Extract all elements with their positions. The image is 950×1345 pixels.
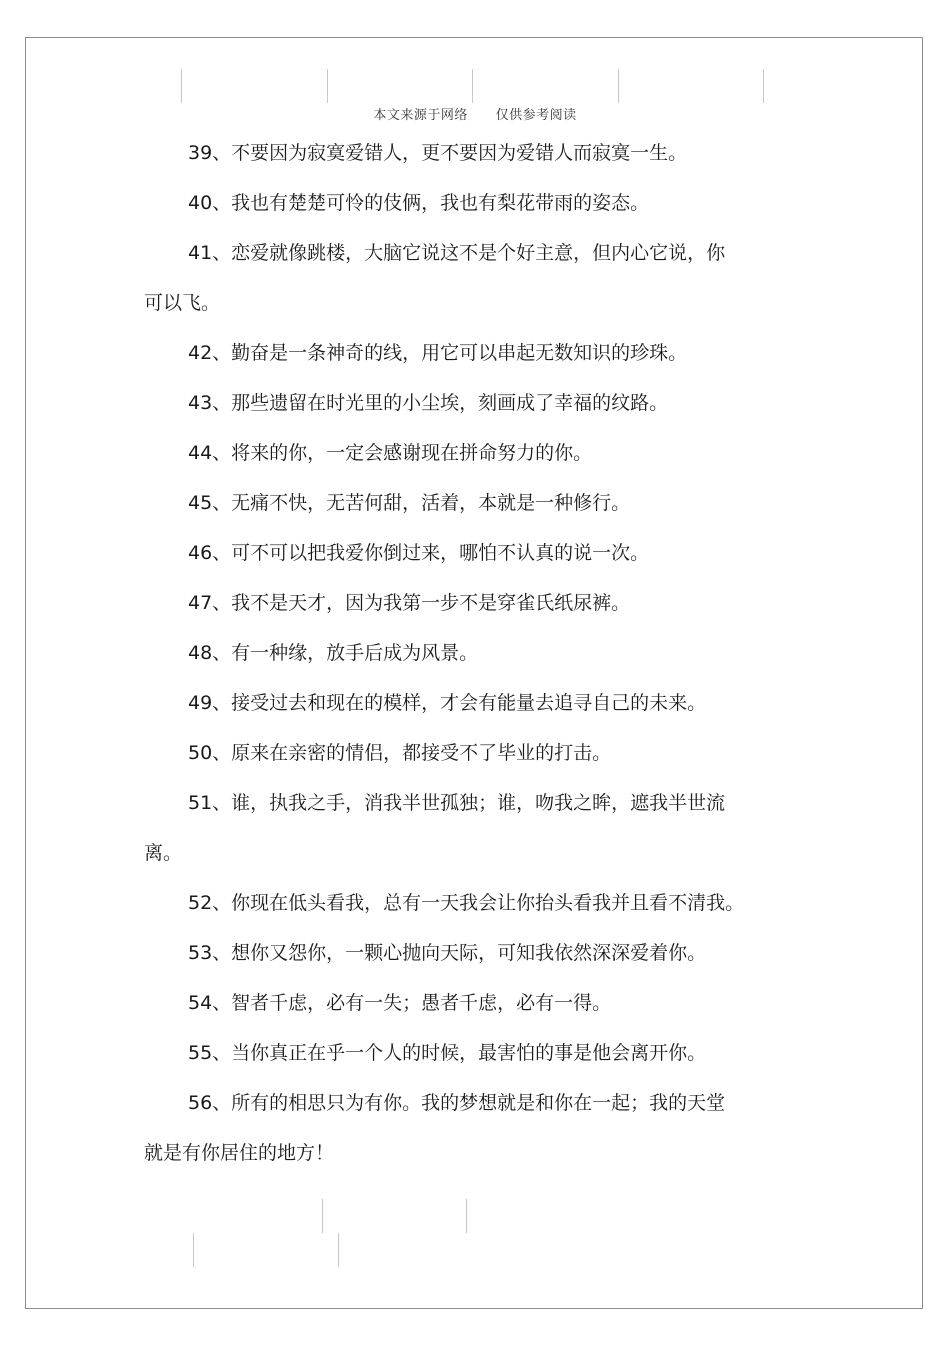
text-line: 46、可不可以把我爱你倒过来，哪怕不认真的说一次。 <box>188 542 650 564</box>
text-line: 离。 <box>144 842 183 864</box>
header-divider <box>618 69 619 103</box>
page-header: 本文来源于网络 仅供参考阅读 <box>373 108 577 123</box>
text-line: 41、恋爱就像跳楼，大脑它说这不是个好主意，但内心它说，你 <box>188 242 726 264</box>
text-line: 40、我也有楚楚可怜的伎俩，我也有梨花带雨的姿态。 <box>188 192 650 214</box>
text-line: 45、无痛不快，无苦何甜，活着，本就是一种修行。 <box>188 492 631 514</box>
header-divider <box>763 69 764 103</box>
header-divider <box>472 69 473 103</box>
text-line: 48、有一种缘，放手后成为风景。 <box>188 642 479 664</box>
text-line: 51、谁，执我之手，消我半世孤独；谁，吻我之眸，遮我半世流 <box>188 792 726 814</box>
text-line: 55、当你真正在乎一个人的时候，最害怕的事是他会离开你。 <box>188 1042 707 1064</box>
footer-divider <box>338 1233 339 1267</box>
text-line: 54、智者千虑，必有一失；愚者千虑，必有一得。 <box>188 992 612 1014</box>
footer-divider <box>193 1233 194 1267</box>
text-line: 56、所有的相思只为有你。我的梦想就是和你在一起；我的天堂 <box>188 1092 726 1114</box>
text-line: 52、你现在低头看我，总有一天我会让你抬头看我并且看不清我。 <box>188 892 745 914</box>
text-line: 47、我不是天才，因为我第一步不是穿雀氏纸尿裤。 <box>188 592 631 614</box>
document-body <box>144 128 784 1178</box>
text-line: 43、那些遗留在时光里的小尘埃，刻画成了幸福的纹路。 <box>188 392 669 414</box>
text-line: 53、想你又怨你，一颗心抛向天际，可知我依然深深爱着你。 <box>188 942 707 964</box>
footer-divider <box>322 1199 323 1233</box>
text-line: 就是有你居住的地方！ <box>144 1142 335 1164</box>
footer-divider <box>466 1199 467 1233</box>
text-line: 可以飞。 <box>144 292 221 314</box>
text-line: 39、不要因为寂寞爱错人，更不要因为爱错人而寂寞一生。 <box>188 142 688 164</box>
header-divider <box>327 69 328 103</box>
header-divider <box>181 69 182 103</box>
text-line: 49、接受过去和现在的模样，才会有能量去追寻自己的未来。 <box>188 692 707 714</box>
text-line: 42、勤奋是一条神奇的线，用它可以串起无数知识的珍珠。 <box>188 342 688 364</box>
text-line: 44、将来的你，一定会感谢现在拼命努力的你。 <box>188 442 593 464</box>
text-line: 50、原来在亲密的情侣，都接受不了毕业的打击。 <box>188 742 612 764</box>
